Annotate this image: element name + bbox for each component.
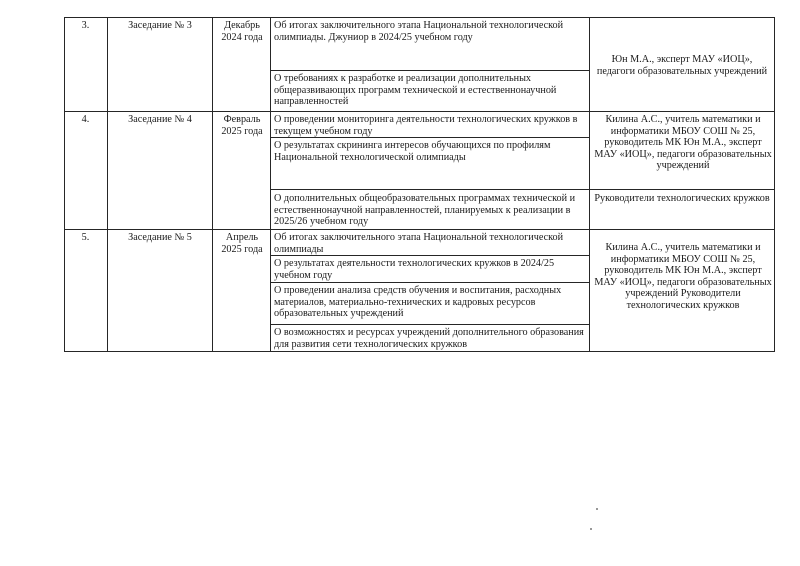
topic: О требованиях к разработке и реализации дополнительных общеразвивающих программ технической и естественнонаучной направленностей [274,73,557,108]
row-number: 5. [81,232,90,243]
responsible: Килина А.С., учитель математики и информатики МБОУ СОШ № 25, руководитель МК Юн М.А., эксперт МАУ «ИОЦ», педагоги образовательных учреждений [594,114,772,172]
row-border [64,229,775,230]
col-border [270,17,271,352]
topic-border [270,70,589,71]
meeting-name: Заседание № 4 [128,114,192,125]
responsible: Килина А.С., учитель математики и информатики МБОУ СОШ № 25, руководитель МК Юн М.А., эксперт МАУ «ИОЦ», педагоги образовательных учреждений Руководители технологических кружков [594,242,772,311]
row-border [64,351,775,352]
meeting-name: Заседание № 5 [128,232,192,243]
topic: Об итогах заключительного этапа Национальной технологической олимпиады [274,232,564,255]
meeting-date: Февраль 2025 года [221,114,263,137]
responsible-border [589,189,775,190]
row-border [64,111,775,112]
scan-speck [590,528,592,530]
topic-border [270,189,589,190]
col-border [107,17,108,352]
topic: О дополнительных общеобразовательных программах технической и естественнонаучной направленностей, планируемых к реализации в 2025/26 учебном году [274,193,576,228]
col-border [64,17,65,352]
meeting-date: Декабрь 2024 года [221,20,263,43]
row-border [64,17,775,18]
plan-table [64,17,775,352]
topic: О проведении анализа средств обучения и воспитания, расходных материалов, материально-технических и кадровых ресурсов образовательных учреждений [274,285,562,320]
col-border [212,17,213,352]
meeting-date: Апрель 2025 года [221,232,263,255]
meeting-name: Заседание № 3 [128,20,192,31]
topic: Об итогах заключительного этапа Национальной технологической олимпиады. Джуниор в 2024/25 учебном году [274,20,564,43]
row-number: 4. [81,114,90,125]
topic: О результатах деятельности технологических кружков в 2024/25 учебном году [274,258,555,281]
topic-border [270,282,589,283]
responsible: Юн М.А., эксперт МАУ «ИОЦ», педагоги образовательных учреждений [596,54,768,77]
scan-speck [596,508,598,510]
row-number: 3. [81,20,90,31]
topic-border [270,324,589,325]
topic: О возможностях и ресурсах учреждений дополнительного образования для развития сети технологических кружков [274,327,584,350]
responsible: Руководители технологических кружков [594,193,770,204]
topic: О результатах скрининга интересов обучающихся по профилям Национальной технологической олимпиады [274,140,551,163]
col-border [774,17,775,352]
topic: О проведении мониторинга деятельности технологических кружков в текущем учебном году [274,114,578,137]
col-border [589,17,590,352]
